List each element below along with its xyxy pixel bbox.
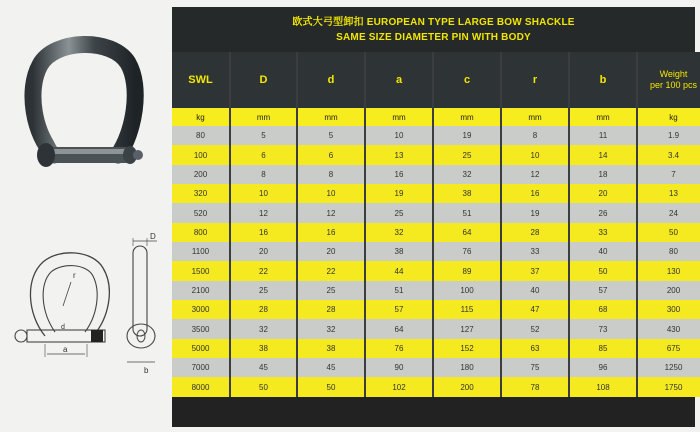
col-header-D: D <box>231 52 296 108</box>
table-cell: 76 <box>366 339 432 358</box>
table-cell: 75 <box>502 358 568 377</box>
col-header-a: a <box>366 52 432 108</box>
table-cell: 28 <box>298 300 364 319</box>
table-cell: 5000 <box>172 339 229 358</box>
table-cell: 200 <box>434 377 500 396</box>
table-cell: 130 <box>638 261 700 280</box>
shackle-spec-table <box>172 7 698 427</box>
table-cell: 12 <box>231 203 296 222</box>
table-cell: 16 <box>231 223 296 242</box>
table-cell: 1750 <box>638 377 700 396</box>
table-cell: 78 <box>502 377 568 396</box>
table-cell: 47 <box>502 300 568 319</box>
unit-D: mm <box>231 108 296 126</box>
table-cell: 8 <box>231 165 296 184</box>
table-cell: 16 <box>502 184 568 203</box>
table-cell: 16 <box>366 165 432 184</box>
table-cell: 19 <box>502 203 568 222</box>
unit-c: mm <box>434 108 500 126</box>
table-cell: 32 <box>434 165 500 184</box>
table-cell: 7 <box>638 165 700 184</box>
table-title-line2: SAME SIZE DIAMETER PIN WITH BODY <box>336 31 531 43</box>
table-cell: 57 <box>570 281 636 300</box>
table-cell: 8 <box>502 126 568 145</box>
table-cell: 40 <box>570 242 636 261</box>
table-cell: 5 <box>298 126 364 145</box>
table-cell: 10 <box>366 126 432 145</box>
table-cell: 800 <box>172 223 229 242</box>
table-cell: 10 <box>231 184 296 203</box>
table-cell: 32 <box>231 319 296 338</box>
table-cell: 33 <box>502 242 568 261</box>
table-cell: 520 <box>172 203 229 222</box>
col-header-r: r <box>502 52 568 108</box>
diagram-label-d: d <box>61 324 65 331</box>
table-cell: 1.9 <box>638 126 700 145</box>
table-cell: 25 <box>298 281 364 300</box>
table-cell: 12 <box>502 165 568 184</box>
spec-grid <box>172 52 698 397</box>
table-cell: 50 <box>570 261 636 280</box>
table-cell: 300 <box>638 300 700 319</box>
table-cell: 63 <box>502 339 568 358</box>
table-cell: 8 <box>298 165 364 184</box>
unit-d: mm <box>298 108 364 126</box>
table-cell: 14 <box>570 145 636 164</box>
table-cell: 64 <box>434 223 500 242</box>
table-cell: 1250 <box>638 358 700 377</box>
table-cell: 45 <box>298 358 364 377</box>
table-cell: 80 <box>638 242 700 261</box>
table-cell: 11 <box>570 126 636 145</box>
table-cell: 10 <box>502 145 568 164</box>
table-cell: 320 <box>172 184 229 203</box>
unit-b: mm <box>570 108 636 126</box>
table-title <box>172 7 695 52</box>
table-cell: 33 <box>570 223 636 242</box>
col-header-b: b <box>570 52 636 108</box>
table-cell: 37 <box>502 261 568 280</box>
table-cell: 38 <box>434 184 500 203</box>
table-cell: 102 <box>366 377 432 396</box>
diagram-label-a: a <box>63 345 68 354</box>
table-cell: 430 <box>638 319 700 338</box>
table-cell: 50 <box>231 377 296 396</box>
table-cell: 16 <box>298 223 364 242</box>
table-cell: 6 <box>231 145 296 164</box>
table-cell: 22 <box>298 261 364 280</box>
table-cell: 90 <box>366 358 432 377</box>
table-cell: 100 <box>434 281 500 300</box>
table-cell: 180 <box>434 358 500 377</box>
table-cell: 100 <box>172 145 229 164</box>
table-cell: 13 <box>366 145 432 164</box>
table-cell: 51 <box>366 281 432 300</box>
unit-swl: kg <box>172 108 229 126</box>
diagram-label-r: r <box>73 271 76 280</box>
table-cell: 7000 <box>172 358 229 377</box>
table-cell: 50 <box>638 223 700 242</box>
unit-weight: kg <box>638 108 700 126</box>
unit-r: mm <box>502 108 568 126</box>
table-cell: 25 <box>434 145 500 164</box>
table-cell: 38 <box>298 339 364 358</box>
table-cell: 28 <box>502 223 568 242</box>
table-cell: 45 <box>231 358 296 377</box>
table-cell: 8000 <box>172 377 229 396</box>
table-cell: 10 <box>298 184 364 203</box>
table-cell: 22 <box>231 261 296 280</box>
table-cell: 3500 <box>172 319 229 338</box>
table-cell: 115 <box>434 300 500 319</box>
col-header-weight-line2: per 100 pcs <box>649 80 698 90</box>
table-cell: 20 <box>231 242 296 261</box>
table-cell: 1500 <box>172 261 229 280</box>
table-cell: 24 <box>638 203 700 222</box>
table-cell: 38 <box>231 339 296 358</box>
table-cell: 2100 <box>172 281 229 300</box>
table-cell: 76 <box>434 242 500 261</box>
table-cell: 38 <box>366 242 432 261</box>
table-cell: 32 <box>366 223 432 242</box>
table-cell: 18 <box>570 165 636 184</box>
unit-a: mm <box>366 108 432 126</box>
table-cell: 12 <box>298 203 364 222</box>
table-cell: 108 <box>570 377 636 396</box>
col-header-swl: SWL <box>172 52 229 108</box>
table-cell: 96 <box>570 358 636 377</box>
col-header-c: c <box>434 52 500 108</box>
table-cell: 675 <box>638 339 700 358</box>
table-cell: 3000 <box>172 300 229 319</box>
table-cell: 200 <box>172 165 229 184</box>
table-cell: 57 <box>366 300 432 319</box>
table-cell: 52 <box>502 319 568 338</box>
table-cell: 73 <box>570 319 636 338</box>
table-cell: 85 <box>570 339 636 358</box>
table-cell: 26 <box>570 203 636 222</box>
shackle-photo <box>20 35 160 185</box>
table-cell: 6 <box>298 145 364 164</box>
table-cell: 13 <box>638 184 700 203</box>
table-cell: 20 <box>570 184 636 203</box>
table-cell: 127 <box>434 319 500 338</box>
table-cell: 64 <box>366 319 432 338</box>
shackle-dimension-diagram <box>5 232 173 382</box>
table-cell: 40 <box>502 281 568 300</box>
table-cell: 28 <box>231 300 296 319</box>
table-cell: 19 <box>434 126 500 145</box>
table-cell: 5 <box>231 126 296 145</box>
table-cell: 200 <box>638 281 700 300</box>
table-cell: 51 <box>434 203 500 222</box>
table-cell: 19 <box>366 184 432 203</box>
col-header-d: d <box>298 52 364 108</box>
col-header-weight <box>638 52 700 108</box>
table-cell: 68 <box>570 300 636 319</box>
table-cell: 3.4 <box>638 145 700 164</box>
table-cell: 44 <box>366 261 432 280</box>
table-cell: 25 <box>231 281 296 300</box>
diagram-label-b: b <box>144 366 149 375</box>
table-cell: 89 <box>434 261 500 280</box>
col-header-weight-line1: Weight <box>659 69 688 79</box>
table-cell: 32 <box>298 319 364 338</box>
table-title-line1: 欧式大弓型卸扣 EUROPEAN TYPE LARGE BOW SHACKLE <box>292 16 575 28</box>
table-cell: 50 <box>298 377 364 396</box>
table-cell: 80 <box>172 126 229 145</box>
table-cell: 1100 <box>172 242 229 261</box>
diagram-label-D: D <box>150 232 156 241</box>
table-cell: 152 <box>434 339 500 358</box>
table-cell: 20 <box>298 242 364 261</box>
table-cell: 25 <box>366 203 432 222</box>
